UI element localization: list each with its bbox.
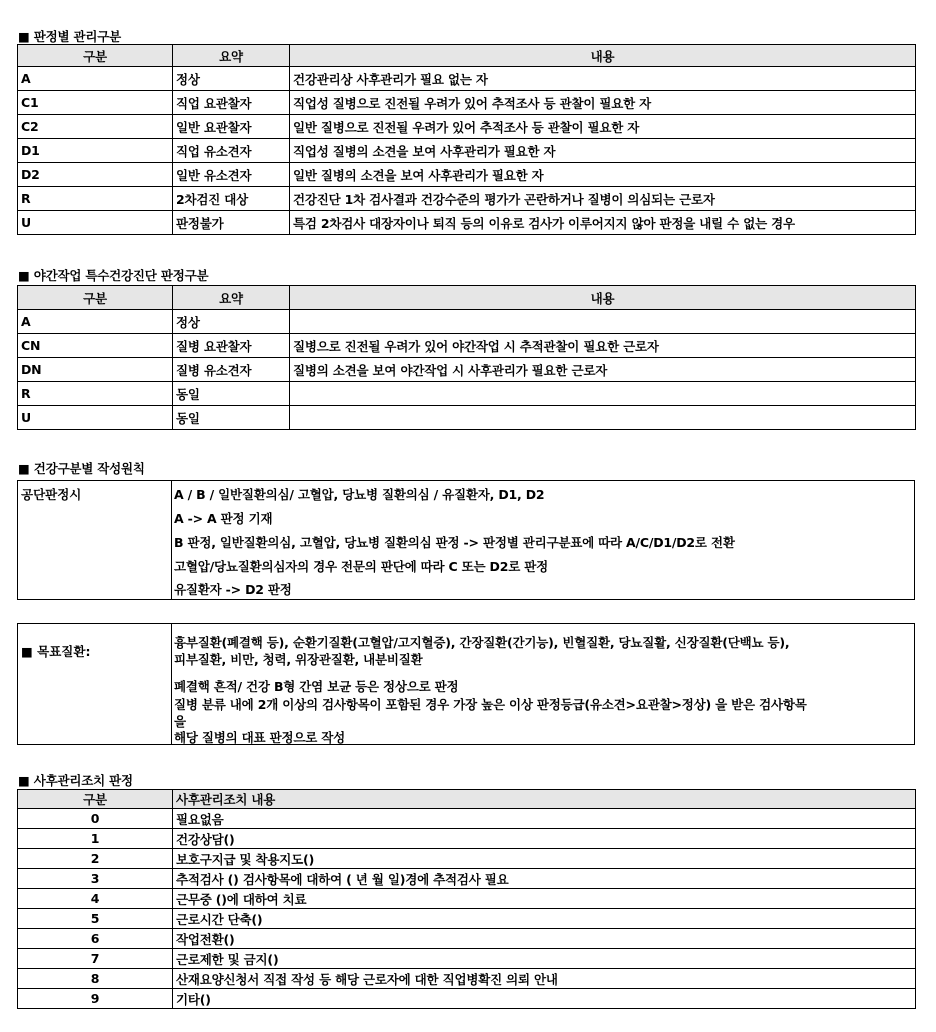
table-row xyxy=(18,139,916,163)
target-disease-line: 피부질환, 비만, 청력, 위장관질환, 내분비질환 xyxy=(174,652,423,667)
table-row xyxy=(18,211,916,235)
principle-line: 유질환자 -> D2 판정 xyxy=(174,582,292,597)
header-content: 내용 xyxy=(290,45,916,67)
table-cell: D2 xyxy=(18,163,173,187)
table-cell: 정상 xyxy=(173,310,290,334)
table-cell: 일반 유소견자 xyxy=(173,163,290,187)
table-cell: 7 xyxy=(18,949,173,969)
followup-table xyxy=(17,789,916,1009)
table-row xyxy=(18,334,916,358)
table-row xyxy=(18,989,916,1009)
table-cell: 정상 xyxy=(173,67,290,91)
table-cell: 질병 유소견자 xyxy=(173,358,290,382)
table-row xyxy=(18,829,916,849)
principles-box xyxy=(17,480,915,600)
principles-label: 공단판정시 xyxy=(21,487,82,502)
header-category: 구분 xyxy=(18,286,173,310)
header-category: 구분 xyxy=(18,45,173,67)
table-cell: 작업전환() xyxy=(173,929,916,949)
table-cell: 필요없음 xyxy=(173,809,916,829)
table-row xyxy=(18,949,916,969)
target-disease-line: 을 xyxy=(174,714,186,729)
table-cell: D1 xyxy=(18,139,173,163)
table-row xyxy=(18,869,916,889)
table-cell: 일반 질병의 소견을 보여 사후관리가 필요한 자 xyxy=(290,163,916,187)
table-cell: 0 xyxy=(18,809,173,829)
table-cell xyxy=(290,310,916,334)
table-cell: A xyxy=(18,67,173,91)
table-cell: 일반 요관찰자 xyxy=(173,115,290,139)
table-cell: 기타() xyxy=(173,989,916,1009)
table-row xyxy=(18,187,916,211)
table-cell: 질병 요관찰자 xyxy=(173,334,290,358)
night-work-table xyxy=(17,285,916,430)
table-cell: 직업성 질병의 소견을 보여 사후관리가 필요한 자 xyxy=(290,139,916,163)
table-cell: 특검 2차검사 대장자이나 퇴직 등의 이유로 검사가 이루어지지 않아 판정을 내릴 수 없는 경우 xyxy=(290,211,916,235)
table-cell: 8 xyxy=(18,969,173,989)
table-cell: 근로시간 단축() xyxy=(173,909,916,929)
table-cell: 2 xyxy=(18,849,173,869)
table-cell xyxy=(290,382,916,406)
table-row xyxy=(18,909,916,929)
table-cell: 직업 요관찰자 xyxy=(173,91,290,115)
table-cell: 보호구지급 및 착용지도() xyxy=(173,849,916,869)
table-cell: 건강관리상 사후관리가 필요 없는 자 xyxy=(290,67,916,91)
table-cell: 판정불가 xyxy=(173,211,290,235)
target-disease-line: 폐결핵 흔적/ 건강 B형 간염 보균 등은 정상으로 판정 xyxy=(174,679,459,694)
table-row xyxy=(18,849,916,869)
table-cell xyxy=(290,406,916,430)
target-disease-line: 흉부질환(폐결핵 등), 순환기질환(고혈압/고지혈증), 간장질환(간기능), 빈혈질환, 당뇨질활, 신장질환(단백뇨 등), xyxy=(174,635,790,650)
table-cell: 직업성 질병으로 진전될 우려가 있어 추적조사 등 관찰이 필요한 자 xyxy=(290,91,916,115)
table-row xyxy=(18,115,916,139)
table-cell: 질병으로 진전될 우려가 있어 야간작업 시 추적관찰이 필요한 근로자 xyxy=(290,334,916,358)
table-row xyxy=(18,358,916,382)
table-row xyxy=(18,382,916,406)
table-cell: 6 xyxy=(18,929,173,949)
table-cell: U xyxy=(18,211,173,235)
table-cell: 건강상담() xyxy=(173,829,916,849)
table-cell: 1 xyxy=(18,829,173,849)
table-cell: 건강진단 1차 검사결과 건강수준의 평가가 곤란하거나 질병이 의심되는 근로자 xyxy=(290,187,916,211)
table-cell: R xyxy=(18,382,173,406)
table-cell: U xyxy=(18,406,173,430)
table-cell: 2차검진 대상 xyxy=(173,187,290,211)
section-title-principles: ■ 건강구분별 작성원칙 xyxy=(18,461,145,476)
section-title-management: ■ 판정별 관리구분 xyxy=(18,29,122,44)
table-cell: 근무중 ()에 대하여 치료 xyxy=(173,889,916,909)
principle-line: 고혈압/당뇨질환의심자의 경우 전문의 판단에 따라 C 또는 D2로 판정 xyxy=(174,559,548,574)
table-cell: 직업 유소견자 xyxy=(173,139,290,163)
target-disease-label: ■ 목표질환: xyxy=(21,644,91,659)
table-cell: 근로제한 및 금지() xyxy=(173,949,916,969)
table-cell: 일반 질병으로 진전될 우려가 있어 추적조사 등 관찰이 필요한 자 xyxy=(290,115,916,139)
table-cell: C2 xyxy=(18,115,173,139)
table-cell: DN xyxy=(18,358,173,382)
target-disease-box xyxy=(17,623,915,745)
table-cell: 산재요양신청서 직접 작성 등 해당 근로자에 대한 직업병확진 의뢰 안내 xyxy=(173,969,916,989)
table-cell: 9 xyxy=(18,989,173,1009)
table-row xyxy=(18,889,916,909)
table-row xyxy=(18,406,916,430)
table-row xyxy=(18,969,916,989)
table-row xyxy=(18,809,916,829)
principle-line: A -> A 판정 기재 xyxy=(174,511,273,526)
table-cell: 5 xyxy=(18,909,173,929)
table-cell: 추적검사 () 검사항목에 대하여 ( 년 월 일)경에 추적검사 필요 xyxy=(173,869,916,889)
table-row xyxy=(18,310,916,334)
table-row xyxy=(18,91,916,115)
table-row xyxy=(18,929,916,949)
principle-line: A / B / 일반질환의심/ 고혈압, 당뇨병 질환의심 / 유질환자, D1, D2 xyxy=(174,487,545,502)
management-table xyxy=(17,44,916,235)
table-cell: 3 xyxy=(18,869,173,889)
table-cell: R xyxy=(18,187,173,211)
header-content: 내용 xyxy=(290,286,916,310)
header-followup-content: 사후관리조치 내용 xyxy=(173,790,916,809)
table-cell: 질병의 소견을 보여 야간작업 시 사후관리가 필요한 근로자 xyxy=(290,358,916,382)
table-cell: CN xyxy=(18,334,173,358)
target-disease-line: 질병 분류 내에 2개 이상의 검사항목이 포함된 경우 가장 높은 이상 판정등급(유소견>요관찰>정상) 을 받은 검사항목 xyxy=(174,697,807,712)
table-cell: 동일 xyxy=(173,406,290,430)
header-category: 구분 xyxy=(18,790,173,809)
target-disease-line: 해당 질병의 대표 판정으로 작성 xyxy=(174,730,345,745)
table-cell: A xyxy=(18,310,173,334)
principle-line: B 판정, 일반질환의심, 고혈압, 당뇨병 질환의심 판정 -> 판정별 관리구분표에 따라 A/C/D1/D2로 전환 xyxy=(174,535,735,550)
table-cell: 4 xyxy=(18,889,173,909)
table-row xyxy=(18,67,916,91)
table-row xyxy=(18,163,916,187)
table-cell: 동일 xyxy=(173,382,290,406)
section-title-followup: ■ 사후관리조치 판정 xyxy=(18,773,133,788)
header-summary: 요약 xyxy=(173,286,290,310)
section-title-night-work: ■ 야간작업 특수건강진단 판정구분 xyxy=(18,268,209,283)
table-cell: C1 xyxy=(18,91,173,115)
header-summary: 요약 xyxy=(173,45,290,67)
